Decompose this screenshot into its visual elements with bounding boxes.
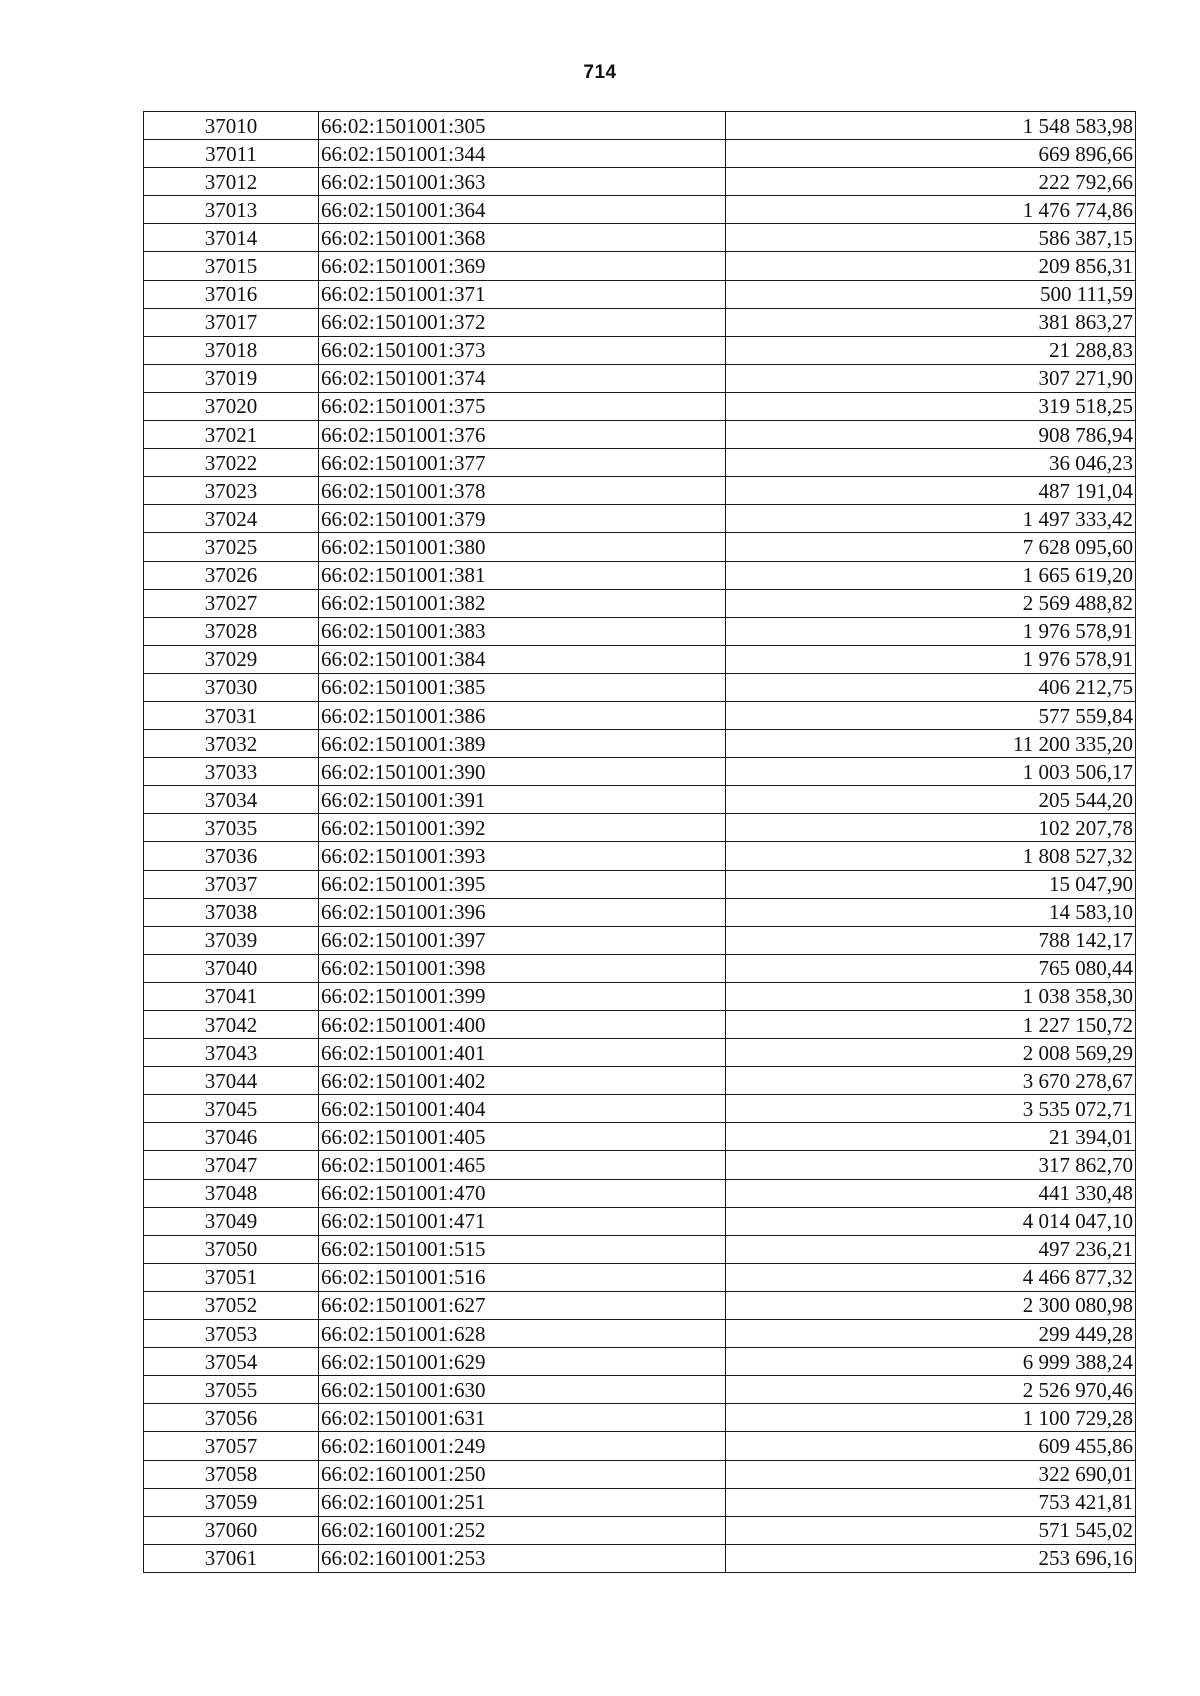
- cadastral-number-cell: 66:02:1501001:369: [319, 252, 726, 280]
- row-number-cell: 37031: [144, 701, 319, 729]
- cadastral-value-cell: 15 047,90: [726, 870, 1136, 898]
- row-number-cell: 37053: [144, 1320, 319, 1348]
- row-number-cell: 37033: [144, 758, 319, 786]
- row-number-cell: 37020: [144, 392, 319, 420]
- row-number-cell: 37015: [144, 252, 319, 280]
- cadastral-value-cell: 669 896,66: [726, 140, 1136, 168]
- row-number-cell: 37042: [144, 1011, 319, 1039]
- cadastral-value-cell: 1 497 333,42: [726, 505, 1136, 533]
- row-number-cell: 37048: [144, 1179, 319, 1207]
- table-row: [144, 1207, 1136, 1235]
- cadastral-value-table: [143, 111, 1136, 1573]
- row-number-cell: 37057: [144, 1432, 319, 1460]
- cadastral-value-cell: 788 142,17: [726, 926, 1136, 954]
- cadastral-number-cell: 66:02:1501001:363: [319, 168, 726, 196]
- table-row: [144, 954, 1136, 982]
- row-number-cell: 37038: [144, 898, 319, 926]
- row-number-cell: 37040: [144, 954, 319, 982]
- row-number-cell: 37051: [144, 1263, 319, 1291]
- cadastral-value-cell: 11 200 335,20: [726, 730, 1136, 758]
- row-number-cell: 37013: [144, 196, 319, 224]
- cadastral-value-cell: 487 191,04: [726, 477, 1136, 505]
- cadastral-value-cell: 317 862,70: [726, 1151, 1136, 1179]
- table-row: [144, 1460, 1136, 1488]
- table-row: [144, 589, 1136, 617]
- cadastral-number-cell: 66:02:1501001:627: [319, 1291, 726, 1319]
- table-row: [144, 1516, 1136, 1544]
- cadastral-value-cell: 21 394,01: [726, 1123, 1136, 1151]
- table-row: [144, 870, 1136, 898]
- row-number-cell: 37036: [144, 842, 319, 870]
- cadastral-number-cell: 66:02:1501001:389: [319, 730, 726, 758]
- cadastral-value-cell: 577 559,84: [726, 701, 1136, 729]
- cadastral-value-cell: 1 665 619,20: [726, 561, 1136, 589]
- table-row: [144, 477, 1136, 505]
- cadastral-number-cell: 66:02:1501001:344: [319, 140, 726, 168]
- cadastral-value-cell: 2 569 488,82: [726, 589, 1136, 617]
- table-row: [144, 1291, 1136, 1319]
- cadastral-number-cell: 66:02:1501001:629: [319, 1348, 726, 1376]
- row-number-cell: 37023: [144, 477, 319, 505]
- table-row: [144, 196, 1136, 224]
- cadastral-value-cell: 571 545,02: [726, 1516, 1136, 1544]
- row-number-cell: 37032: [144, 730, 319, 758]
- row-number-cell: 37035: [144, 814, 319, 842]
- cadastral-number-cell: 66:02:1501001:390: [319, 758, 726, 786]
- cadastral-number-cell: 66:02:1501001:377: [319, 449, 726, 477]
- cadastral-number-cell: 66:02:1601001:252: [319, 1516, 726, 1544]
- cadastral-number-cell: 66:02:1501001:378: [319, 477, 726, 505]
- cadastral-number-cell: 66:02:1501001:374: [319, 364, 726, 392]
- cadastral-value-cell: 406 212,75: [726, 673, 1136, 701]
- cadastral-number-cell: 66:02:1501001:371: [319, 280, 726, 308]
- table-row: [144, 842, 1136, 870]
- table-row: [144, 701, 1136, 729]
- table-row: [144, 1039, 1136, 1067]
- row-number-cell: 37018: [144, 336, 319, 364]
- table-row: [144, 1432, 1136, 1460]
- cadastral-number-cell: 66:02:1501001:379: [319, 505, 726, 533]
- table-row: [144, 224, 1136, 252]
- table-row: [144, 336, 1136, 364]
- cadastral-number-cell: 66:02:1501001:382: [319, 589, 726, 617]
- cadastral-value-cell: 1 003 506,17: [726, 758, 1136, 786]
- row-number-cell: 37060: [144, 1516, 319, 1544]
- cadastral-value-cell: 908 786,94: [726, 421, 1136, 449]
- table-row: [144, 364, 1136, 392]
- table-row: [144, 673, 1136, 701]
- table-row: [144, 392, 1136, 420]
- table-row: [144, 533, 1136, 561]
- cadastral-number-cell: 66:02:1501001:397: [319, 926, 726, 954]
- table-row: [144, 645, 1136, 673]
- cadastral-value-cell: 2 300 080,98: [726, 1291, 1136, 1319]
- cadastral-number-cell: 66:02:1501001:386: [319, 701, 726, 729]
- cadastral-value-cell: 6 999 388,24: [726, 1348, 1136, 1376]
- table-row: [144, 1488, 1136, 1516]
- cadastral-value-cell: 299 449,28: [726, 1320, 1136, 1348]
- cadastral-value-cell: 497 236,21: [726, 1235, 1136, 1263]
- table-row: [144, 926, 1136, 954]
- cadastral-number-cell: 66:02:1601001:253: [319, 1544, 726, 1572]
- cadastral-value-cell: 1 100 729,28: [726, 1404, 1136, 1432]
- cadastral-number-cell: 66:02:1501001:398: [319, 954, 726, 982]
- table-row: [144, 308, 1136, 336]
- table-body: [144, 112, 1136, 1573]
- cadastral-value-cell: 609 455,86: [726, 1432, 1136, 1460]
- row-number-cell: 37039: [144, 926, 319, 954]
- cadastral-value-cell: 307 271,90: [726, 364, 1136, 392]
- table-row: [144, 1320, 1136, 1348]
- cadastral-value-cell: 36 046,23: [726, 449, 1136, 477]
- cadastral-value-cell: 102 207,78: [726, 814, 1136, 842]
- cadastral-number-cell: 66:02:1501001:391: [319, 786, 726, 814]
- cadastral-number-cell: 66:02:1501001:401: [319, 1039, 726, 1067]
- cadastral-value-cell: 381 863,27: [726, 308, 1136, 336]
- cadastral-value-cell: 3 670 278,67: [726, 1067, 1136, 1095]
- table-row: [144, 1235, 1136, 1263]
- table-row: [144, 1263, 1136, 1291]
- cadastral-value-cell: 1 976 578,91: [726, 617, 1136, 645]
- cadastral-value-cell: 1 227 150,72: [726, 1011, 1136, 1039]
- cadastral-number-cell: 66:02:1501001:515: [319, 1235, 726, 1263]
- table-row: [144, 814, 1136, 842]
- cadastral-value-cell: 4 466 877,32: [726, 1263, 1136, 1291]
- row-number-cell: 37028: [144, 617, 319, 645]
- cadastral-number-cell: 66:02:1501001:400: [319, 1011, 726, 1039]
- table-row: [144, 1095, 1136, 1123]
- table-row: [144, 505, 1136, 533]
- row-number-cell: 37045: [144, 1095, 319, 1123]
- cadastral-number-cell: 66:02:1601001:251: [319, 1488, 726, 1516]
- cadastral-number-cell: 66:02:1501001:399: [319, 982, 726, 1010]
- cadastral-number-cell: 66:02:1501001:470: [319, 1179, 726, 1207]
- cadastral-number-cell: 66:02:1501001:383: [319, 617, 726, 645]
- cadastral-value-cell: 586 387,15: [726, 224, 1136, 252]
- cadastral-value-cell: 14 583,10: [726, 898, 1136, 926]
- row-number-cell: 37043: [144, 1039, 319, 1067]
- cadastral-number-cell: 66:02:1501001:631: [319, 1404, 726, 1432]
- table-row: [144, 898, 1136, 926]
- row-number-cell: 37027: [144, 589, 319, 617]
- cadastral-number-cell: 66:02:1501001:628: [319, 1320, 726, 1348]
- row-number-cell: 37010: [144, 112, 319, 140]
- row-number-cell: 37049: [144, 1207, 319, 1235]
- row-number-cell: 37061: [144, 1544, 319, 1572]
- cadastral-number-cell: 66:02:1501001:516: [319, 1263, 726, 1291]
- cadastral-number-cell: 66:02:1601001:249: [319, 1432, 726, 1460]
- cadastral-number-cell: 66:02:1501001:465: [319, 1151, 726, 1179]
- row-number-cell: 37021: [144, 421, 319, 449]
- row-number-cell: 37034: [144, 786, 319, 814]
- cadastral-number-cell: 66:02:1501001:385: [319, 673, 726, 701]
- cadastral-value-cell: 2 526 970,46: [726, 1376, 1136, 1404]
- cadastral-number-cell: 66:02:1501001:380: [319, 533, 726, 561]
- cadastral-value-cell: 1 476 774,86: [726, 196, 1136, 224]
- cadastral-number-cell: 66:02:1501001:402: [319, 1067, 726, 1095]
- table-row: [144, 421, 1136, 449]
- cadastral-number-cell: 66:02:1501001:393: [319, 842, 726, 870]
- table-row: [144, 112, 1136, 140]
- table-row: [144, 982, 1136, 1010]
- table-row: [144, 140, 1136, 168]
- page-number: 714: [583, 62, 617, 83]
- row-number-cell: 37056: [144, 1404, 319, 1432]
- cadastral-number-cell: 66:02:1501001:364: [319, 196, 726, 224]
- table-row: [144, 168, 1136, 196]
- row-number-cell: 37029: [144, 645, 319, 673]
- cadastral-value-cell: 1 976 578,91: [726, 645, 1136, 673]
- table-row: [144, 786, 1136, 814]
- cadastral-value-cell: 4 014 047,10: [726, 1207, 1136, 1235]
- cadastral-number-cell: 66:02:1501001:381: [319, 561, 726, 589]
- table-row: [144, 1179, 1136, 1207]
- cadastral-value-cell: 319 518,25: [726, 392, 1136, 420]
- row-number-cell: 37011: [144, 140, 319, 168]
- table-row: [144, 561, 1136, 589]
- cadastral-value-cell: 21 288,83: [726, 336, 1136, 364]
- cadastral-value-cell: 209 856,31: [726, 252, 1136, 280]
- cadastral-value-cell: 322 690,01: [726, 1460, 1136, 1488]
- cadastral-value-cell: 500 111,59: [726, 280, 1136, 308]
- cadastral-number-cell: 66:02:1501001:368: [319, 224, 726, 252]
- cadastral-number-cell: 66:02:1501001:396: [319, 898, 726, 926]
- table-row: [144, 617, 1136, 645]
- cadastral-number-cell: 66:02:1501001:630: [319, 1376, 726, 1404]
- row-number-cell: 37055: [144, 1376, 319, 1404]
- table-row: [144, 1348, 1136, 1376]
- table-row: [144, 730, 1136, 758]
- row-number-cell: 37059: [144, 1488, 319, 1516]
- row-number-cell: 37012: [144, 168, 319, 196]
- table-row: [144, 1544, 1136, 1572]
- table-row: [144, 449, 1136, 477]
- row-number-cell: 37026: [144, 561, 319, 589]
- cadastral-number-cell: 66:02:1501001:372: [319, 308, 726, 336]
- cadastral-value-cell: 205 544,20: [726, 786, 1136, 814]
- cadastral-number-cell: 66:02:1501001:384: [319, 645, 726, 673]
- row-number-cell: 37024: [144, 505, 319, 533]
- table-row: [144, 1067, 1136, 1095]
- cadastral-number-cell: 66:02:1501001:395: [319, 870, 726, 898]
- cadastral-number-cell: 66:02:1501001:305: [319, 112, 726, 140]
- cadastral-value-cell: 253 696,16: [726, 1544, 1136, 1572]
- cadastral-number-cell: 66:02:1501001:405: [319, 1123, 726, 1151]
- row-number-cell: 37041: [144, 982, 319, 1010]
- row-number-cell: 37052: [144, 1291, 319, 1319]
- row-number-cell: 37014: [144, 224, 319, 252]
- row-number-cell: 37019: [144, 364, 319, 392]
- row-number-cell: 37025: [144, 533, 319, 561]
- cadastral-number-cell: 66:02:1601001:250: [319, 1460, 726, 1488]
- table-row: [144, 1151, 1136, 1179]
- row-number-cell: 37047: [144, 1151, 319, 1179]
- table-row: [144, 1011, 1136, 1039]
- row-number-cell: 37044: [144, 1067, 319, 1095]
- row-number-cell: 37050: [144, 1235, 319, 1263]
- cadastral-number-cell: 66:02:1501001:373: [319, 336, 726, 364]
- table-row: [144, 252, 1136, 280]
- cadastral-value-cell: 753 421,81: [726, 1488, 1136, 1516]
- table-row: [144, 280, 1136, 308]
- cadastral-value-cell: 1 808 527,32: [726, 842, 1136, 870]
- cadastral-number-cell: 66:02:1501001:471: [319, 1207, 726, 1235]
- row-number-cell: 37022: [144, 449, 319, 477]
- table-row: [144, 758, 1136, 786]
- cadastral-value-cell: 441 330,48: [726, 1179, 1136, 1207]
- cadastral-number-cell: 66:02:1501001:375: [319, 392, 726, 420]
- cadastral-value-cell: 7 628 095,60: [726, 533, 1136, 561]
- cadastral-number-cell: 66:02:1501001:404: [319, 1095, 726, 1123]
- row-number-cell: 37017: [144, 308, 319, 336]
- row-number-cell: 37054: [144, 1348, 319, 1376]
- row-number-cell: 37016: [144, 280, 319, 308]
- row-number-cell: 37030: [144, 673, 319, 701]
- row-number-cell: 37058: [144, 1460, 319, 1488]
- row-number-cell: 37037: [144, 870, 319, 898]
- cadastral-value-cell: 222 792,66: [726, 168, 1136, 196]
- table-row: [144, 1404, 1136, 1432]
- cadastral-number-cell: 66:02:1501001:376: [319, 421, 726, 449]
- cadastral-value-cell: 1 548 583,98: [726, 112, 1136, 140]
- cadastral-value-cell: 2 008 569,29: [726, 1039, 1136, 1067]
- table-row: [144, 1123, 1136, 1151]
- table-row: [144, 1376, 1136, 1404]
- cadastral-value-cell: 765 080,44: [726, 954, 1136, 982]
- row-number-cell: 37046: [144, 1123, 319, 1151]
- cadastral-value-cell: 3 535 072,71: [726, 1095, 1136, 1123]
- cadastral-number-cell: 66:02:1501001:392: [319, 814, 726, 842]
- cadastral-value-cell: 1 038 358,30: [726, 982, 1136, 1010]
